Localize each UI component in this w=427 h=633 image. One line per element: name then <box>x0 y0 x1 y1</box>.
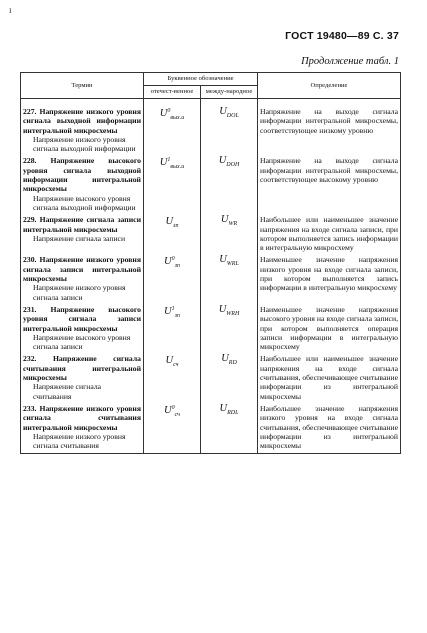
international-symbol <box>201 156 258 215</box>
domestic-symbol <box>144 99 201 157</box>
international-symbol <box>201 305 258 354</box>
table-row <box>21 156 401 215</box>
international-symbol-base: U <box>218 155 227 167</box>
international-symbol-sub: RDL <box>227 409 239 416</box>
header-symbol-group: Буквенное обозначение <box>144 73 258 86</box>
table-row <box>21 354 401 403</box>
international-symbol-base: U <box>219 402 228 414</box>
international-symbol-base: U <box>220 214 229 226</box>
term-title: 232. Напряжение сигнала считывания интегральной микросхемы <box>23 354 141 383</box>
international-symbol-sub: DOH <box>226 162 240 169</box>
definition-cell <box>258 99 401 157</box>
header-domestic: отечест-венное <box>144 86 201 99</box>
term-short-form <box>23 333 141 352</box>
international-symbol-base: U <box>219 254 227 266</box>
header-definition: Определение <box>258 73 401 99</box>
page-header: ГОСТ 19480—89 С. 37 <box>285 30 399 42</box>
international-symbol <box>201 215 258 255</box>
definition-cell <box>258 404 401 454</box>
table-row <box>21 305 401 354</box>
table-row <box>21 99 401 157</box>
term-cell <box>21 354 144 403</box>
term-short-form <box>23 194 141 213</box>
international-symbol-sub: WRH <box>226 310 240 317</box>
international-symbol <box>201 255 258 304</box>
definition-text: Наименьшее значение напряжения низкого уровня на входе сигнала записи, при котором выполняется запись информации в интегральную микросхему <box>260 255 399 293</box>
domestic-symbol-base: U <box>164 256 172 268</box>
term-cell <box>21 99 144 157</box>
term-title: 228. Напряжение высокого уровня сигнала выходной информации интегральной микросхемы <box>23 156 141 194</box>
domestic-symbol-sup: 1 <box>171 305 175 312</box>
definition-text: Напряжение на выходе сигнала информации интегральной микросхемы, соответствующее высокому уровню <box>260 156 399 185</box>
domestic-symbol-sub: зп <box>174 312 180 319</box>
term-title: 229. Напряжение сигнала записи интегральной микросхемы <box>23 215 141 234</box>
margin-marker: ɪ <box>9 5 12 15</box>
term-short-form <box>23 135 141 154</box>
domestic-symbol-sup: 1 <box>167 157 171 164</box>
definition-text: Наибольшее или наименьшее значение напряжения на входе сигнала считывания, обеспечивающее считывание информации из интегральной микросхемы <box>260 354 399 401</box>
domestic-symbol-sub: вых.и <box>170 164 185 171</box>
table-row <box>21 255 401 304</box>
term-short-form <box>23 234 141 243</box>
table-body <box>21 99 401 454</box>
definition-cell <box>258 354 401 403</box>
definition-text: Напряжение на выходе сигнала информации интегральной микросхемы, соответствующее низкому уровню <box>260 107 399 135</box>
international-symbol <box>201 354 258 403</box>
short-form-text: Напряжение низкого уровня сигнала считывания <box>33 431 126 451</box>
domestic-symbol <box>144 305 201 354</box>
term-short-form <box>23 382 141 401</box>
term-cell <box>21 305 144 354</box>
domestic-symbol-sub: сч <box>174 411 181 418</box>
domestic-symbol-base: U <box>159 157 168 169</box>
table-row <box>21 215 401 255</box>
definition-cell <box>258 215 401 255</box>
domestic-symbol-base: U <box>163 405 172 417</box>
term-title: 231. Напряжение высокого уровня сигнала записи интегральной микросхемы <box>23 304 141 333</box>
header-international: между-народное <box>201 86 258 99</box>
short-form-text: Напряжение сигнала записи <box>33 233 126 243</box>
international-symbol-base: U <box>221 353 229 365</box>
domestic-symbol <box>144 215 201 255</box>
international-symbol-sub: DOL <box>226 112 239 119</box>
international-symbol-sub: RD <box>228 360 237 367</box>
definition-cell <box>258 156 401 215</box>
header-term: Термин <box>21 73 144 99</box>
domestic-symbol-sub: вых.и <box>170 115 185 122</box>
definition-cell <box>258 255 401 304</box>
term-cell <box>21 156 144 215</box>
domestic-symbol-sub: сч <box>173 362 179 369</box>
international-symbol-base: U <box>219 106 227 117</box>
international-symbol-sub: WR <box>228 221 238 228</box>
term-cell <box>21 215 144 255</box>
domestic-symbol-base: U <box>164 306 172 318</box>
term-title: 233. Напряжение низкого уровня сигнала считывания интегральной микросхемы <box>23 403 141 432</box>
term-cell <box>21 404 144 454</box>
short-form-text: Напряжение низкого уровня сигнала выходной информации <box>33 134 136 154</box>
short-form-text: Напряжение сигнала считывания <box>33 382 102 401</box>
domestic-symbol <box>144 156 201 215</box>
domestic-symbol-sup: 0 <box>171 256 175 263</box>
terms-table <box>20 72 401 454</box>
definition-text: Наибольшее или наименьшее значение напряжения на входе сигнала записи, при котором выполняется запись информации в интегральную микросхему <box>260 215 399 253</box>
domestic-symbol <box>144 404 201 454</box>
table-continuation-label: Продолжение табл. 1 <box>301 56 399 67</box>
term-title: 230. Напряжение низкого уровня сигнала записи интегральной микросхемы <box>23 255 141 284</box>
domestic-symbol <box>144 354 201 403</box>
domestic-symbol-sup: 0 <box>167 108 171 114</box>
international-symbol-sub: WRL <box>226 261 239 268</box>
short-form-text: Напряжение высокого уровня сигнала записи <box>33 332 131 352</box>
definition-text: Наименьшее значение напряжения высокого уровня на входе сигнала записи, при котором выполняется операция записи информации в интегральную микросхему <box>260 304 399 352</box>
definition-cell <box>258 305 401 354</box>
table-row <box>21 404 401 454</box>
domestic-symbol <box>144 255 201 304</box>
domestic-symbol-base: U <box>165 355 174 367</box>
international-symbol-base: U <box>218 303 227 315</box>
short-form-text: Напряжение высокого уровня сигнала выходной информации <box>33 193 136 212</box>
term-cell <box>21 255 144 304</box>
domestic-symbol-sup: 0 <box>171 404 175 411</box>
term-short-form <box>23 432 141 451</box>
international-symbol <box>201 99 258 157</box>
international-symbol <box>201 404 258 454</box>
term-title: 227. Напряжение низкого уровня сигнала выходной информации интегральной микросхемы <box>23 107 141 135</box>
term-short-form <box>23 283 141 302</box>
domestic-symbol-base: U <box>165 216 174 228</box>
definition-text: Наибольшее значение напряжения низкого уровня на входе сигнала считывания, обеспечивающее считывание информации из интегральной микросхемы <box>260 403 399 451</box>
domestic-symbol-sub: зп <box>173 223 179 230</box>
domestic-symbol-base: U <box>159 108 168 120</box>
short-form-text: Напряжение низкого уровня сигнала записи <box>33 283 126 302</box>
domestic-symbol-sub: зп <box>174 263 180 270</box>
